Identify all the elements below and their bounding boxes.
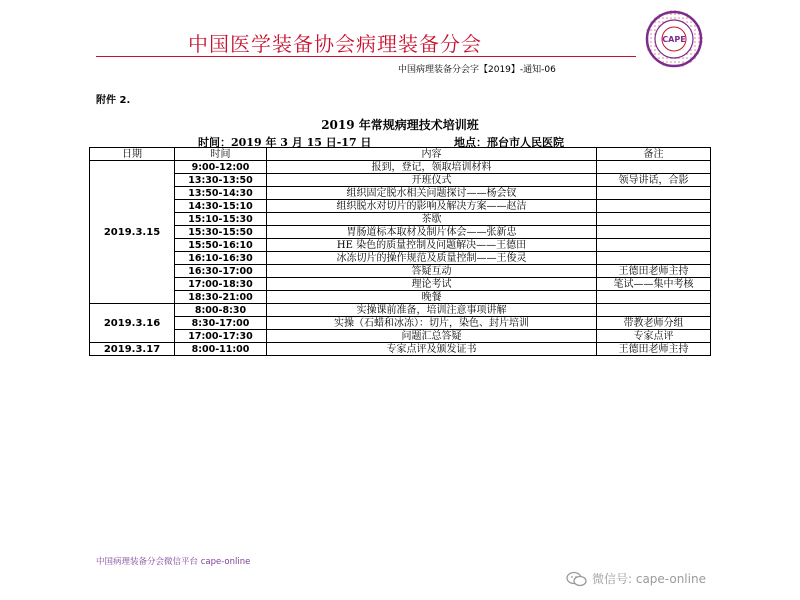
- note-cell: 带教老师分组: [597, 317, 711, 330]
- date-cell: 2019.3.17: [90, 343, 175, 356]
- note-cell: [597, 252, 711, 265]
- document-number: 中国病理装备分会字【2019】-通知-06: [398, 65, 556, 75]
- time-cell: 8:00-11:00: [175, 343, 267, 356]
- time-cell: 15:10-15:30: [175, 213, 267, 226]
- time-cell: 13:50-14:30: [175, 187, 267, 200]
- table-row: [90, 291, 711, 304]
- note-cell: 专家点评: [597, 330, 711, 343]
- table-row: [90, 161, 711, 174]
- note-cell: 王德田老师主持: [597, 343, 711, 356]
- content-cell: 晚餐: [267, 291, 597, 304]
- time-cell: 15:30-15:50: [175, 226, 267, 239]
- note-cell: [597, 239, 711, 252]
- note-cell: [597, 291, 711, 304]
- content-cell: 报到，登记，领取培训材料: [267, 161, 597, 174]
- cape-logo: [633, 8, 715, 70]
- time-cell: 16:30-17:00: [175, 265, 267, 278]
- note-cell: [597, 161, 711, 174]
- content-cell: 茶歇: [267, 213, 597, 226]
- note-cell: 王德田老师主持: [597, 265, 711, 278]
- content-cell: 组织脱水对切片的影响及解决方案——赵洁: [267, 200, 597, 213]
- date-cell: 2019.3.16: [90, 304, 175, 343]
- event-place: 地点：邢台市人民医院: [454, 136, 564, 149]
- header-divider: [96, 56, 636, 57]
- time-cell: 18:30-21:00: [175, 291, 267, 304]
- content-cell: 答疑互动: [267, 265, 597, 278]
- content-cell: 实操课前准备，培训注意事项讲解: [267, 304, 597, 317]
- column-header-time: 时间: [175, 148, 267, 161]
- table-row: [90, 265, 711, 278]
- time-cell: 17:00-17:30: [175, 330, 267, 343]
- note-cell: [597, 187, 711, 200]
- wechat-icon: [566, 571, 588, 587]
- table-row: [90, 213, 711, 226]
- note-cell: [597, 304, 711, 317]
- time-cell: 17:00-18:30: [175, 278, 267, 291]
- content-cell: 冰冻切片的操作规范及质量控制——王俊灵: [267, 252, 597, 265]
- note-cell: [597, 213, 711, 226]
- schedule-table: [89, 147, 711, 356]
- time-cell: 9:00-12:00: [175, 161, 267, 174]
- content-cell: 组织固定脱水相关问题探讨——杨会钗: [267, 187, 597, 200]
- content-cell: 问题汇总答疑: [267, 330, 597, 343]
- table-row: [90, 278, 711, 291]
- time-cell: 15:50-16:10: [175, 239, 267, 252]
- table-row: [90, 200, 711, 213]
- table-header-row: [90, 148, 711, 161]
- column-header-date: 日期: [90, 148, 175, 161]
- table-row: [90, 252, 711, 265]
- event-time: 时间：2019 年 3 月 15 日-17 日: [198, 136, 372, 149]
- logo-text: CAPE: [662, 35, 686, 44]
- document-title: 2019 年常规病理技术培训班: [321, 118, 479, 132]
- table-row: [90, 226, 711, 239]
- column-header-content: 内容: [267, 148, 597, 161]
- table-row: [90, 304, 711, 317]
- date-cell: 2019.3.15: [90, 161, 175, 304]
- note-cell: [597, 200, 711, 213]
- content-cell: 理论考试: [267, 278, 597, 291]
- note-cell: 笔试——集中考核: [597, 278, 711, 291]
- column-header-note: 备注: [597, 148, 711, 161]
- time-cell: 14:30-15:10: [175, 200, 267, 213]
- wechat-id: [566, 570, 706, 587]
- table-row: [90, 343, 711, 356]
- time-cell: 16:10-16:30: [175, 252, 267, 265]
- content-cell: 专家点评及颁发证书: [267, 343, 597, 356]
- content-cell: HE 染色的质量控制及问题解决——王德田: [267, 239, 597, 252]
- table-row: [90, 187, 711, 200]
- content-cell: 胃肠道标本取材及制片体会——张新忠: [267, 226, 597, 239]
- table-row: [90, 174, 711, 187]
- content-cell: 开班仪式: [267, 174, 597, 187]
- table-row: [90, 317, 711, 330]
- wechat-id-text: 微信号: cape-online: [592, 572, 706, 586]
- note-cell: 领导讲话，合影: [597, 174, 711, 187]
- note-cell: [597, 226, 711, 239]
- time-cell: 8:30-17:00: [175, 317, 267, 330]
- organization-title: 中国医学装备协会病理装备分会: [188, 32, 482, 56]
- schedule-body: [90, 161, 711, 356]
- time-cell: 13:30-13:50: [175, 174, 267, 187]
- time-cell: 8:00-8:30: [175, 304, 267, 317]
- content-cell: 实操（石蜡和冰冻）：切片，染色、封片培训: [267, 317, 597, 330]
- table-row: [90, 239, 711, 252]
- table-row: [90, 330, 711, 343]
- wechat-platform-label: 中国病理装备分会微信平台 cape-online: [96, 557, 251, 567]
- attachment-label: 附件 2.: [96, 95, 131, 106]
